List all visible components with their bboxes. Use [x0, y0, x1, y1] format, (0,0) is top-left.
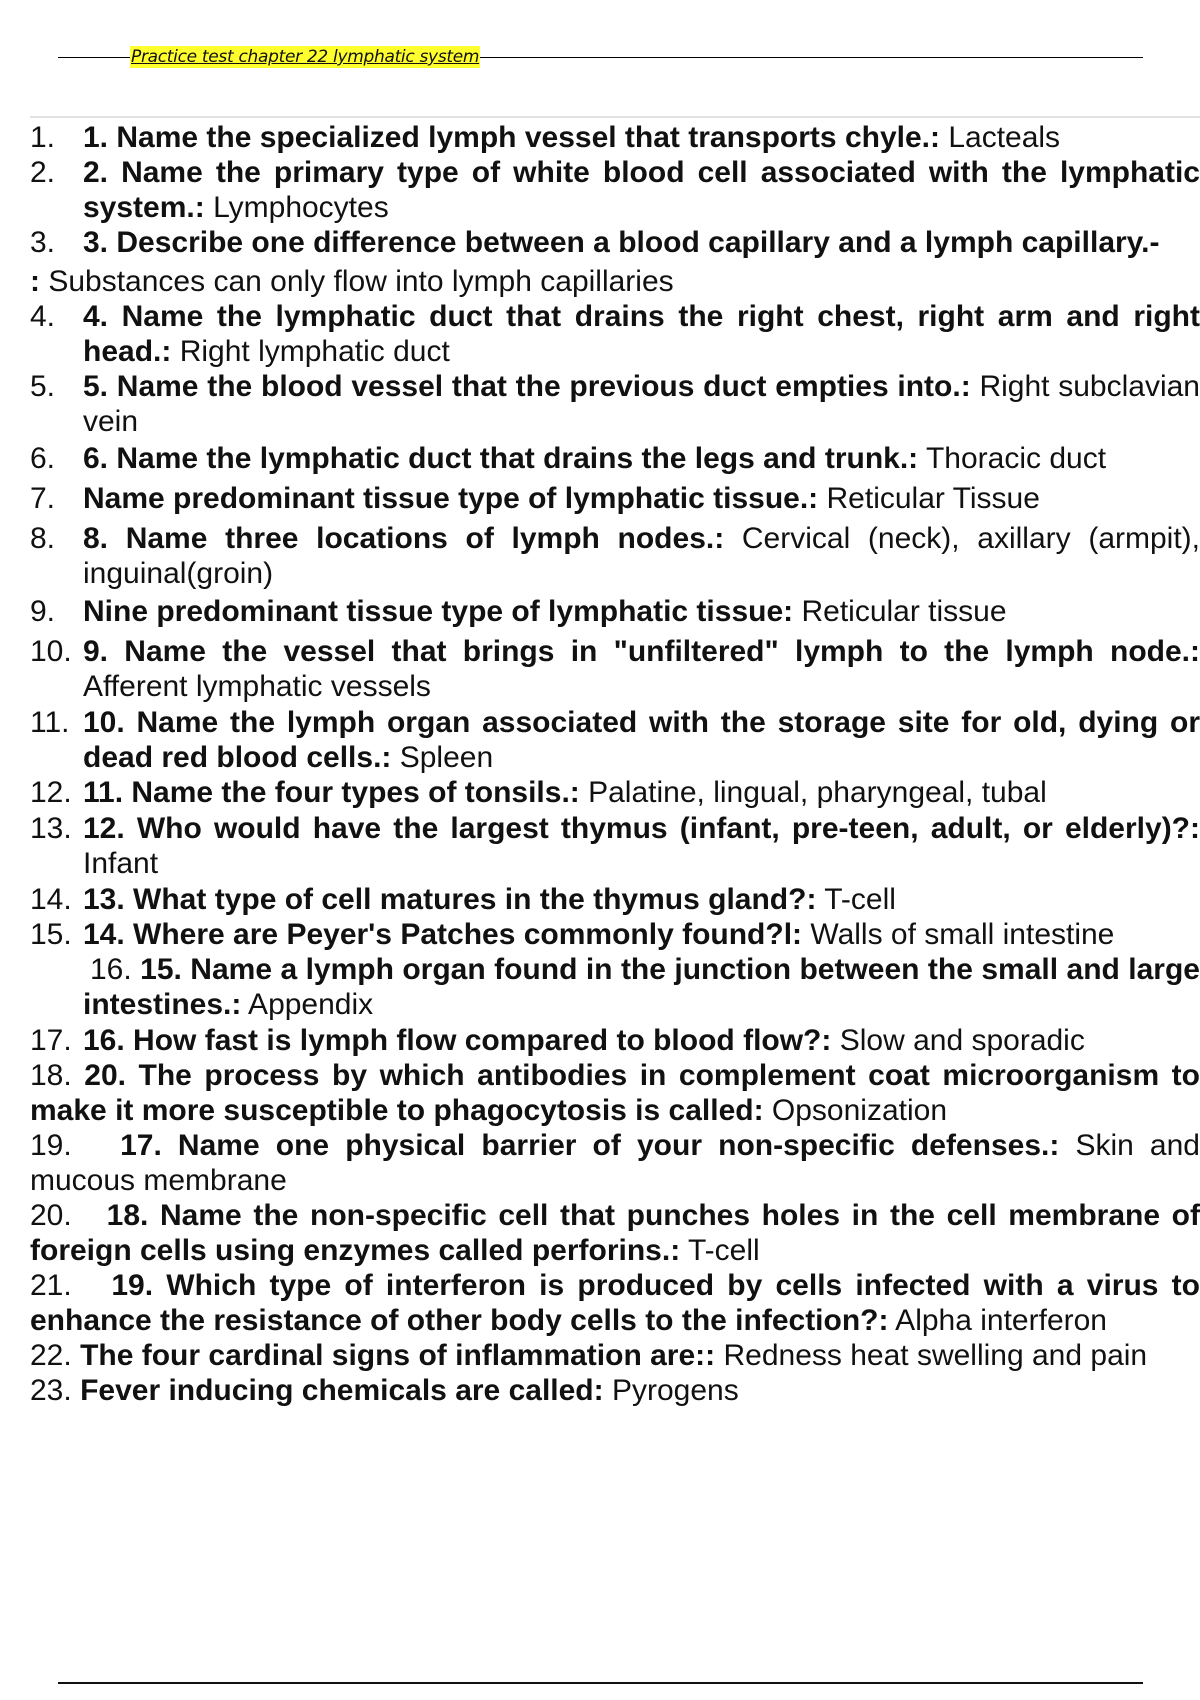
list-item [0, 634, 1200, 704]
question-text: 19. Which type of interferon is produced by cells infected with a virus to enhance the resistance of other body cells to the infection?: [30, 1269, 1200, 1337]
list-item [0, 917, 1200, 952]
answer-text: Cervical (neck), axillary (armpit), inguinal(groin) [83, 522, 1200, 590]
list-item [0, 1373, 1200, 1408]
item-number: 1. [30, 121, 56, 154]
list-item [0, 481, 1200, 516]
item-number: 13. [30, 812, 72, 845]
item-number: 9. [30, 595, 56, 628]
answer-text: Substances can only flow into lymph capillaries [40, 265, 674, 298]
question-text: 14. Where are Peyer's Patches commonly found?l: [83, 918, 803, 951]
question-text: 12. Who would have the largest thymus (infant, pre-teen, adult, or elderly)?: [83, 812, 1200, 845]
item-number: 6. [30, 442, 56, 475]
answer-text: Thoracic duct [918, 442, 1107, 475]
list-item [0, 264, 1200, 299]
question-text: 4. Name the lymphatic duct that drains the right chest, right arm and right head.: [83, 300, 1200, 368]
list-item [0, 1023, 1200, 1058]
question-text: 1. Name the specialized lymph vessel that transports chyle.: [83, 121, 940, 154]
answer-text: Afferent lymphatic vessels [83, 670, 431, 703]
list-item [0, 1338, 1200, 1373]
item-number: 22. [30, 1339, 72, 1372]
list-item [0, 299, 1200, 369]
answer-text: Infant [83, 847, 159, 880]
list-item [0, 441, 1200, 476]
question-text: Fever inducing chemicals are called: [80, 1374, 604, 1407]
answer-text: T-cell [816, 883, 896, 916]
item-number: 17. [30, 1024, 72, 1057]
answer-text: Appendix [241, 988, 374, 1021]
list-item [0, 1058, 1200, 1128]
item-number: 19. [30, 1129, 72, 1162]
top-divider [30, 116, 1200, 118]
answer-text: Skin and mucous membrane [30, 1129, 1200, 1197]
item-number: 11. [30, 706, 70, 739]
question-text: 2. Name the primary type of white blood cell associated with the lymphatic system.: [83, 156, 1200, 224]
answer-text: Lymphocytes [204, 191, 389, 224]
answer-text: Pyrogens [603, 1374, 739, 1407]
list-item [0, 1198, 1200, 1268]
question-text: 15. Name a lymph organ found in the junction between the small and large intestines.: [83, 953, 1200, 1021]
question-text: 13. What type of cell matures in the thymus gland?: [83, 883, 817, 916]
question-text: 10. Name the lymph organ associated with the storage site for old, dying or dead red blood cells.: [83, 706, 1200, 774]
question-text: Nine predominant tissue type of lymphatic tissue: [83, 595, 794, 628]
item-number: 7. [30, 482, 56, 515]
item-number: 15. [30, 918, 72, 951]
question-text: 18. Name the non-specific cell that punches holes in the cell membrane of foreign cells using enzymes called perforins.: [30, 1199, 1200, 1267]
item-number: 5. [30, 370, 56, 403]
list-item [0, 952, 1200, 1022]
answer-text: Alpha interferon [888, 1304, 1107, 1337]
question-text: 8. Name three locations of lymph nodes.: [83, 522, 725, 555]
question-text: Name predominant tissue type of lymphatic tissue.: [83, 482, 819, 515]
list-item [0, 594, 1200, 629]
item-number: 4. [30, 300, 56, 333]
item-number: 12. [30, 776, 72, 809]
list-item [0, 1268, 1200, 1338]
answer-text: Slow and sporadic [831, 1024, 1085, 1057]
list-item [0, 1128, 1200, 1198]
answer-text: Right lymphatic duct [171, 335, 450, 368]
answer-text: Spleen [391, 741, 494, 774]
list-item [0, 155, 1200, 225]
question-text: 9. Name the vessel that brings in "unfiltered" lymph to the lymph node.: [83, 635, 1200, 668]
question-text: 20. The process by which antibodies in complement coat microorganism to make it more susceptible to phagocytosis is called: [30, 1059, 1200, 1127]
list-item [0, 811, 1200, 881]
item-number: 10. [30, 635, 72, 668]
item-number: 20. [30, 1199, 72, 1232]
answer-text: Redness heat swelling and pain [715, 1339, 1148, 1372]
bottom-divider [58, 1682, 1143, 1684]
item-number: 2. [30, 156, 56, 189]
item-number: 8. [30, 522, 56, 555]
answer-text: T-cell [680, 1234, 760, 1267]
item-number: 14. [30, 883, 72, 916]
item-number: 3. [30, 226, 56, 259]
answer-text: Reticular Tissue [818, 482, 1040, 515]
item-number: 21. [30, 1269, 72, 1302]
list-item [0, 882, 1200, 917]
title-bar [58, 46, 1143, 68]
list-item [0, 705, 1200, 775]
answer-text: Lacteals [939, 121, 1061, 154]
item-number: 23. [30, 1374, 72, 1407]
item-number: 16. [90, 953, 132, 986]
item-number: 18. [30, 1059, 72, 1092]
question-text: 3. Describe one difference between a blood capillary and a lymph capillary.- [83, 226, 1160, 259]
answer-text: Palatine, lingual, pharyngeal, tubal [579, 776, 1047, 809]
question-list [0, 120, 1200, 1408]
answer-text: Opsonization [763, 1094, 948, 1127]
question-text: 17. Name one physical barrier of your non-specific defenses.: [120, 1129, 1060, 1162]
answer-text: Reticular tissue [793, 595, 1007, 628]
list-item [0, 120, 1200, 155]
list-item [0, 521, 1200, 591]
list-item [0, 369, 1200, 439]
question-text: : [30, 265, 40, 298]
document-title: Practice test chapter 22 lymphatic system [131, 47, 480, 67]
list-item [0, 775, 1200, 810]
answer-text: Walls of small intestine [802, 918, 1115, 951]
question-text: 5. Name the blood vessel that the previous duct empties into.: [83, 370, 971, 403]
answer-text: Right subclavian vein [83, 370, 1200, 438]
question-text: The four cardinal signs of inflammation are:: [80, 1339, 716, 1372]
question-text: 6. Name the lymphatic duct that drains the legs and trunk.: [83, 442, 919, 475]
question-text: 11. Name the four types of tonsils.: [83, 776, 580, 809]
question-text: 16. How fast is lymph flow compared to blood flow?: [83, 1024, 832, 1057]
list-item [0, 225, 1200, 260]
